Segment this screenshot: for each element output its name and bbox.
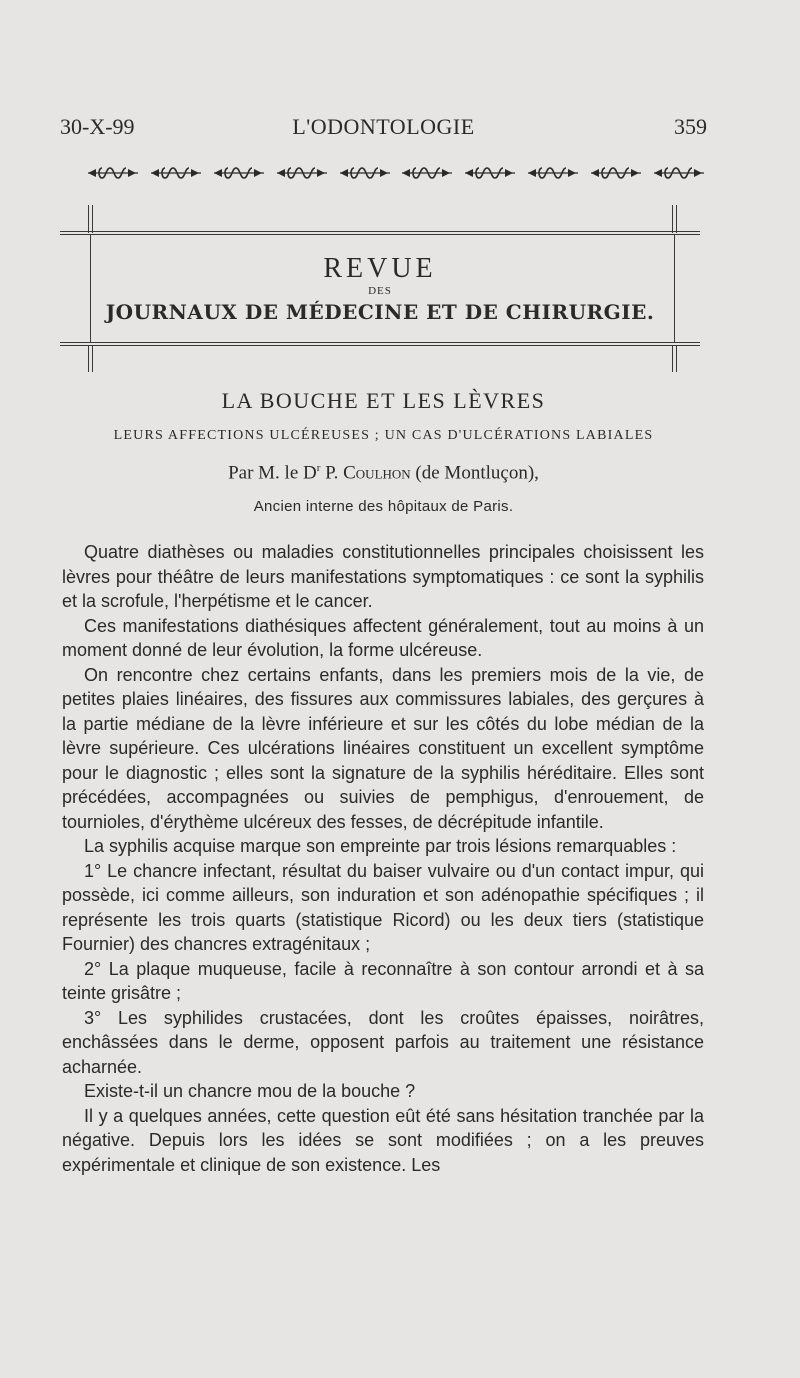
- scroll-ornament-icon: [212, 165, 266, 181]
- author-affiliation: Ancien interne des hôpitaux de Paris.: [253, 498, 514, 515]
- paragraph: 3° Les syphilides crustacées, dont les croûtes épaisses, noirâtres, enchâssées dans le derme, opposent parfois au traitement une résistance acharnée.: [62, 1007, 704, 1077]
- scroll-ornament-icon: [149, 165, 203, 181]
- article-subtitle: LEURS AFFECTIONS ULCÉREUSES ; UN CAS D'ULCÉRATIONS LABIALES: [113, 428, 654, 443]
- paragraph: Quatre diathèses ou maladies constitutionnelles principales choisissent les lèvres pour théâtre de leurs manifestations symptomatiques : ce sont la syphilis et la scrofule, l'herpétisme et le cancer.: [62, 542, 704, 611]
- scroll-ornament-icon: [338, 165, 392, 181]
- article-title: LA BOUCHE ET LES LÈVRES: [221, 388, 546, 413]
- scroll-ornament-icon: [400, 165, 454, 181]
- paragraph: Ces manifestations diathésiques affectent généralement, tout au moins à un moment donné de leur évolution, la forme ulcéreuse.: [62, 615, 704, 660]
- scroll-ornament-icon: [652, 165, 706, 181]
- scroll-ornament-icon: [463, 165, 517, 181]
- paragraph: On rencontre chez certains enfants, dans les premiers mois de la vie, de petites plaies linéaires, des fissures aux commissures labiales, des gerçures à la partie médiane de la lèvre inférieure et sur les côtés du lobe médian de la lèvre supérieure. Ces ulcérations linéaires constituent un excellent symptôme pour le diagnostic ; elles sont la signature de la syphilis héréditaire. Elles sont précédées, accompagnées ou suivies de pemphigus, d'enrouement, de tournioles, d'érythème ulcéreux des fesses, de décrépitude infantile.: [62, 664, 704, 832]
- page-number: 359: [674, 114, 707, 139]
- running-head: [60, 114, 707, 144]
- byline-prefix: Par M. le D: [228, 462, 317, 484]
- header-journal: L'ODONTOLOGIE: [292, 114, 475, 139]
- byline-sup: r: [316, 462, 321, 474]
- scroll-ornament-icon: [275, 165, 329, 181]
- scroll-ornament-icon: [589, 165, 643, 181]
- author-name: P. Coulhon: [320, 462, 411, 484]
- paragraph: 1° Le chancre infectant, résultat du baiser vulvaire ou d'un contact impur, qui possède, ici comme ailleurs, son induration et son adénopathie spécifiques ; il représente les trois quarts (statistique Ricord) ou les deux tiers (statistique Fournier) des chancres extragénitaux ;: [62, 860, 704, 954]
- byline-suffix: (de Montluçon),: [410, 462, 539, 484]
- paragraph: 2° La plaque muqueuse, facile à reconnaître à son contour arrondi et à sa teinte grisâtre ;: [62, 958, 704, 1003]
- paragraph: Il y a quelques années, cette question eût été sans hésitation tranchée par la négative. Depuis lors les idées se sont modifiées ; on a les preuves expérimentale et clinique de son existence. Les: [62, 1105, 704, 1175]
- section-connector: DES: [368, 285, 392, 297]
- header-date: 30-X-99: [60, 114, 135, 139]
- paragraph: Existe-t-il un chancre mou de la bouche ?: [84, 1081, 416, 1101]
- byline: [60, 462, 707, 484]
- paragraph: La syphilis acquise marque son empreinte par trois lésions remarquables :: [84, 836, 677, 856]
- scroll-ornament-icon: [526, 165, 580, 181]
- section-frame: [60, 205, 700, 373]
- scroll-ornament-icon: [86, 165, 140, 181]
- ornament-band: [86, 160, 706, 186]
- section-title: REVUE: [323, 253, 437, 284]
- section-subtitle: JOURNAUX DE MÉDECINE ET DE CHIRURGIE.: [105, 300, 655, 324]
- article-body: [62, 540, 704, 1177]
